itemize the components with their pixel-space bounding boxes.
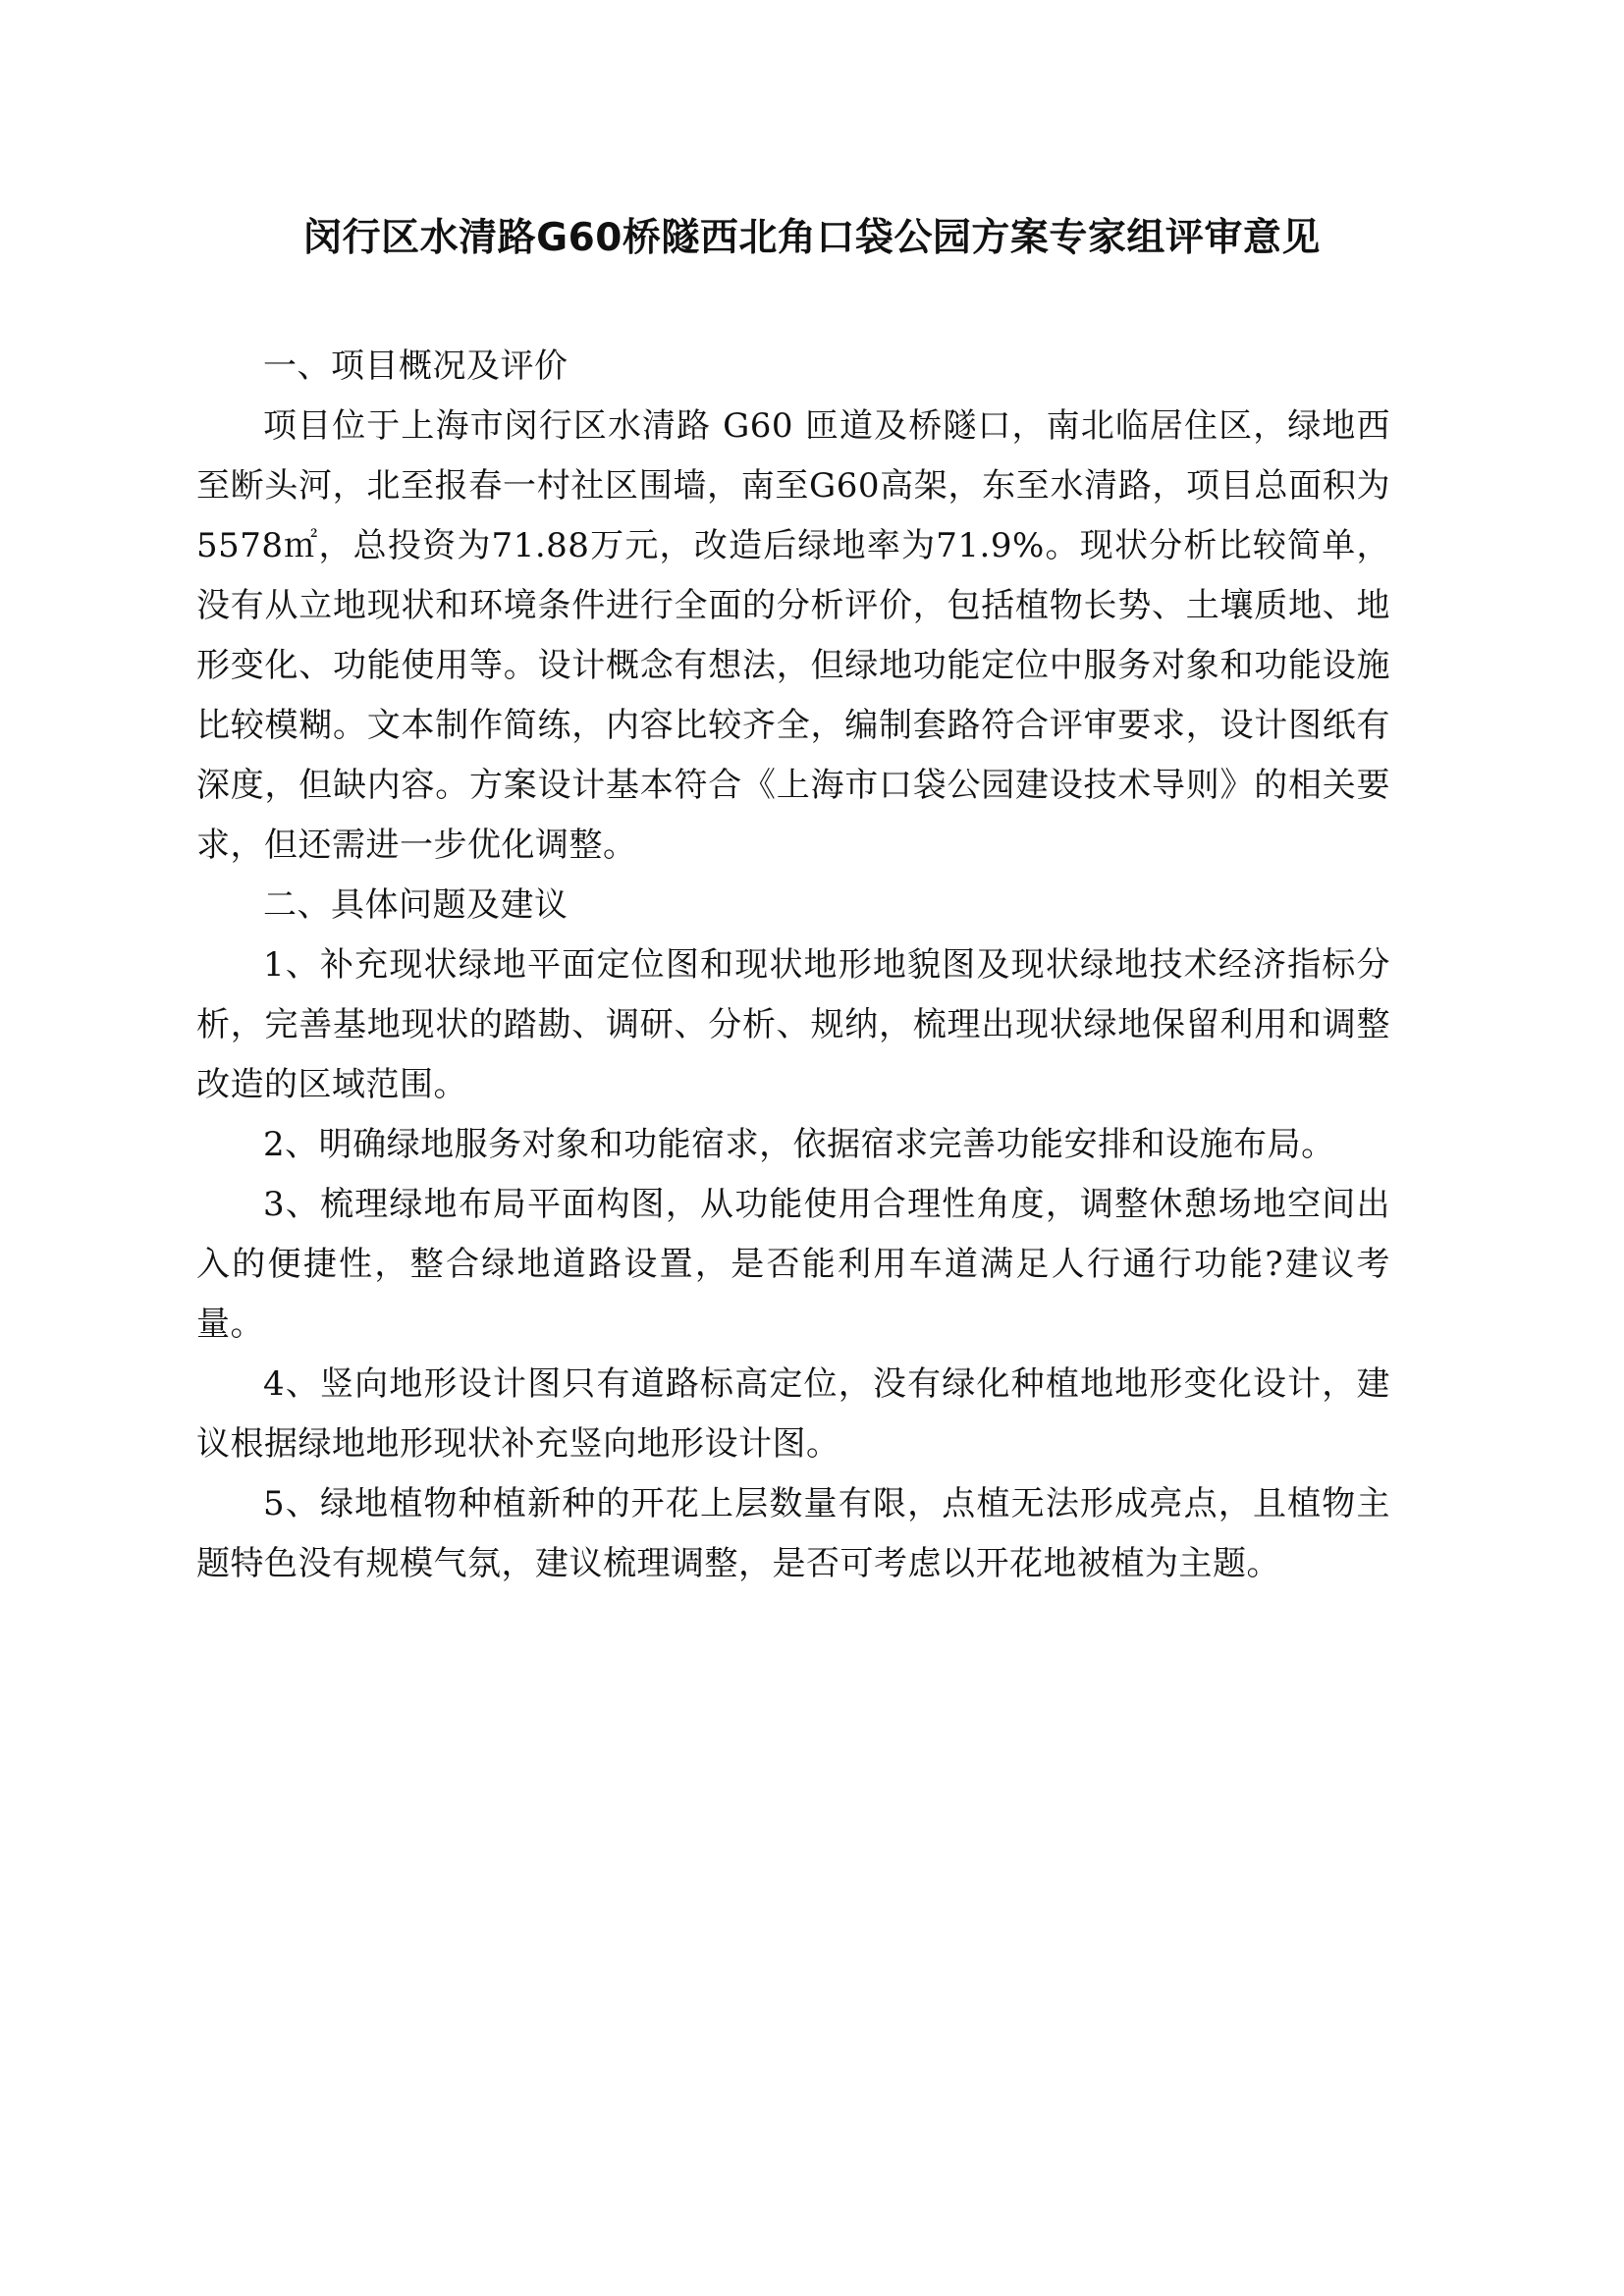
document-body <box>196 337 1390 1594</box>
document-title: 闵行区水清路G60桥隧西北角口袋公园方案专家组评审意见 <box>303 216 1321 260</box>
suggestion-item-5: 5、绿地植物种植新种的开花上层数量有限，点植无法形成亮点，且植物主题特色没有规模气氛，建议梳理调整，是否可考虑以开花地被植为主题。 <box>196 1484 1390 1583</box>
suggestion-item-4: 4、竖向地形设计图只有道路标高定位，没有绿化种植地地形变化设计，建议根据绿地地形现状补充竖向地形设计图。 <box>196 1364 1390 1464</box>
suggestion-item-3: 3、梳理绿地布局平面构图，从功能使用合理性角度，调整休憩场地空间出入的便捷性，整合绿地道路设置，是否能利用车道满足人行通行功能?建议考量。 <box>196 1185 1390 1344</box>
suggestion-item-2: 2、明确绿地服务对象和功能宿求，依据宿求完善功能安排和设施布局。 <box>263 1125 1335 1164</box>
section-2-heading: 二、具体问题及建议 <box>263 885 568 925</box>
section-1-heading: 一、项目概况及评价 <box>263 347 568 386</box>
suggestion-item-1: 1、补充现状绿地平面定位图和现状地形地貌图及现状绿地技术经济指标分析，完善基地现状的踏勘、调研、分析、规纳，梳理出现状绿地保留利用和调整改造的区域范围。 <box>196 945 1390 1104</box>
section-1-paragraph: 项目位于上海市闵行区水清路 G60 匝道及桥隧口，南北临居住区，绿地西至断头河，北至报春一村社区围墙，南至G60高架，东至水清路，项目总面积为5578㎡，总投资为71.88万元，改造后绿地率为71.9%。现状分析比较简单，没有从立地现状和环境条件进行全面的分析评价，包括植物长势、土壤质地、地形变化、功能使用等。设计概念有想法，但绿地功能定位中服务对象和功能设施比较模糊。文本制作简练，内容比较齐全，编制套路符合评审要求，设计图纸有深度，但缺内容。方案设计基本符合《上海市口袋公园建设技术导则》的相关要求，但还需进一步优化调整。 <box>196 406 1390 865</box>
